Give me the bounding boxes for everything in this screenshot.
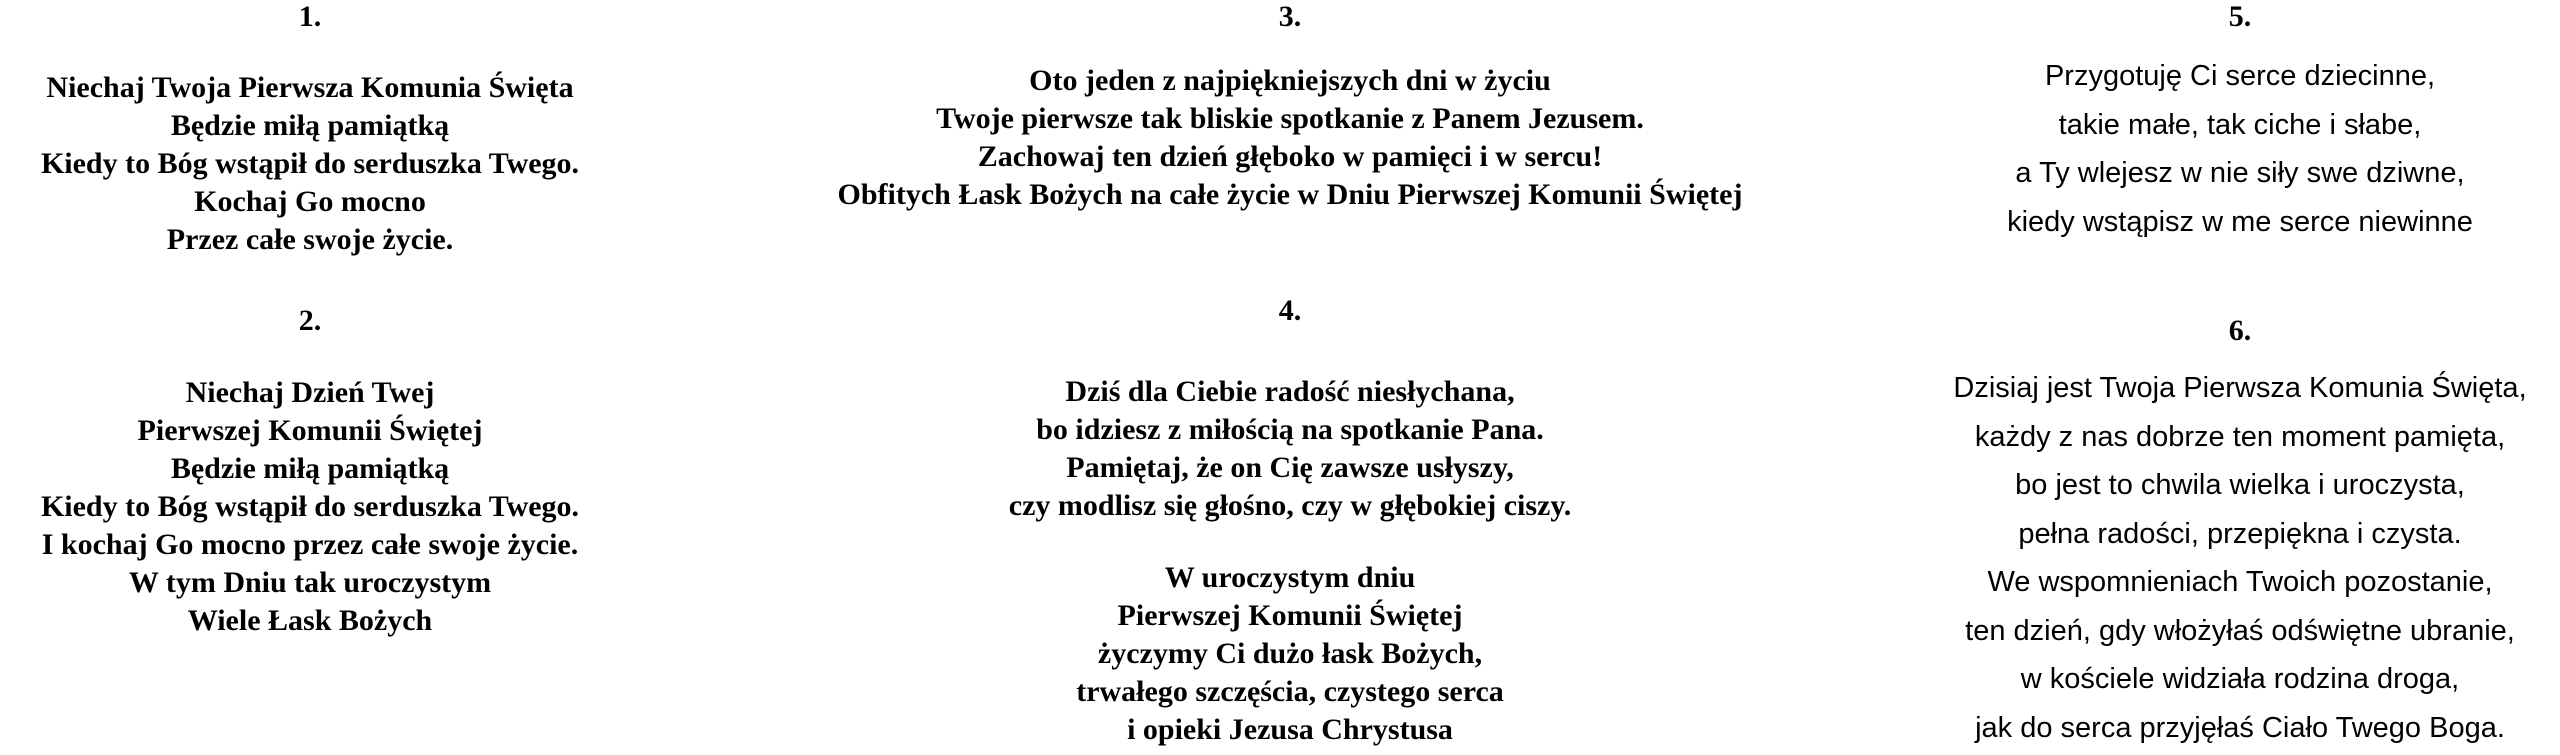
wish-2-line: Niechaj Dzień Twej (185, 376, 435, 409)
wish-3-line: Obfitych Łask Bożych na całe życie w Dniu Pierwszej Komunii Świętej (837, 178, 1743, 211)
wish-4-second-stanza (760, 559, 1820, 749)
wish-4-line: czy modlisz się głośno, czy w głębokiej ciszy. (1008, 489, 1572, 522)
wish-6-line: w kościele widziała rodzina droga, (2020, 663, 2460, 695)
wish-1-line: Kochaj Go mocno (194, 185, 426, 218)
wish-4-line: bo idziesz z miłością na spotkanie Pana. (1036, 413, 1544, 446)
wish-6-text (1920, 364, 2560, 752)
wish-2-line: Kiedy to Bóg wstąpił do serduszka Twego. (40, 490, 580, 523)
wish-4-second-line: życzymy Ci dużo łask Bożych, (1097, 637, 1483, 670)
wish-3-line: Zachowaj ten dzień głęboko w pamięci i w sercu! (977, 140, 1603, 173)
wish-4-second-line: W uroczystym dniu (1164, 561, 1416, 594)
wish-4-text (760, 373, 1820, 525)
wish-1-text (0, 69, 620, 259)
wish-6-number: 6. (2228, 314, 2252, 347)
wish-1-line: Przez całe swoje życie. (166, 223, 454, 256)
wish-3-text (760, 62, 1820, 214)
wish-4-number: 4. (1278, 294, 1302, 327)
wish-4-line: Dziś dla Ciebie radość niesłychana, (1065, 375, 1515, 408)
wish-5-line: takie małe, tak ciche i słabe, (2058, 108, 2422, 141)
wish-5-line: Przygotuję Ci serce dziecinne, (2044, 60, 2436, 92)
wish-3-number: 3. (1278, 0, 1302, 33)
wish-1-line: Kiedy to Bóg wstąpił do serduszka Twego. (40, 147, 580, 180)
wish-2-line: W tym Dniu tak uroczystym (128, 566, 492, 599)
wish-6-line: jak do serca przyjęłaś Ciało Twego Boga. (1975, 711, 2505, 744)
wish-6-line: ten dzień, gdy włożyłaś odświętne ubranie, (1965, 614, 2515, 647)
wish-4-second-line: i opieki Jezusa Chrystusa (1127, 713, 1453, 746)
wish-2-line: Będzie miłą pamiątką (170, 452, 450, 485)
wish-6-line: pełna radości, przepiękna i czysta. (2018, 517, 2462, 550)
wish-3-line: Oto jeden z najpiękniejszych dni w życiu (1029, 64, 1551, 97)
wish-5-line: a Ty wlejesz w nie siły swe dziwne, (2015, 157, 2465, 189)
wish-4-line: Pamiętaj, że on Cię zawsze usłyszy, (1066, 451, 1514, 484)
wish-5-number: 5. (2228, 0, 2252, 33)
wish-1-number: 1. (298, 0, 322, 33)
wish-5-line: kiedy wstąpisz w me serce niewinne (2007, 205, 2473, 238)
wish-4-second-line: Pierwszej Komunii Świętej (1117, 599, 1463, 632)
wish-1-line: Będzie miłą pamiątką (170, 109, 450, 142)
wish-2-line: Pierwszej Komunii Świętej (137, 414, 483, 447)
wish-2-line: I kochaj Go mocno przez całe swoje życie. (41, 528, 579, 561)
wish-1-line: Niechaj Twoja Pierwsza Komunia Święta (46, 71, 574, 104)
wish-6-line: We wspomnieniach Twoich pozostanie, (1987, 566, 2493, 598)
wish-3-line: Twoje pierwsze tak bliskie spotkanie z Panem Jezusem. (936, 102, 1644, 135)
wish-6-line: każdy z nas dobrze ten moment pamięta, (1974, 420, 2506, 453)
wish-5-text (1920, 52, 2560, 246)
wish-6-line: bo jest to chwila wielka i uroczysta, (2015, 469, 2465, 501)
wish-4-second-line: trwałego szczęścia, czystego serca (1076, 675, 1504, 708)
wish-2-line: Wiele Łask Bożych (187, 604, 433, 637)
wish-6-line: Dzisiaj jest Twoja Pierwsza Komunia Święta, (1953, 372, 2527, 404)
wish-2-number: 2. (298, 304, 322, 337)
wish-2-text (0, 374, 620, 640)
